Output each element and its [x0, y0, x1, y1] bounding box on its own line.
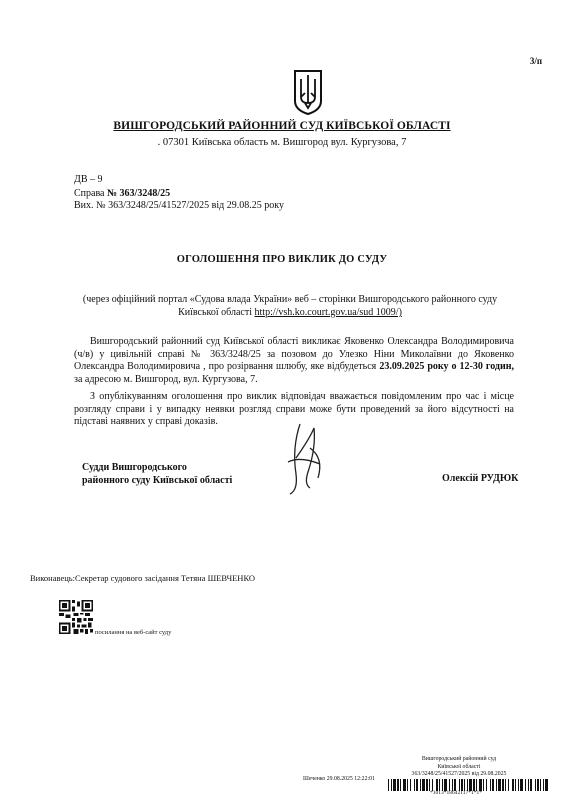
- executor-line: Виконавець:Секретар судового засідання Тетяна ШЕВЧЕНКО: [30, 573, 256, 583]
- case-label: Справа: [74, 188, 107, 199]
- court-address: . 07301 Київська область м. Вишгород вул. Кургузова, 7: [157, 137, 407, 148]
- judge-name: Олексій РУДЮК: [442, 473, 519, 484]
- judge-title-line2: районного суду Київської області: [82, 475, 233, 486]
- portal-note: [70, 293, 510, 319]
- signature-mark: [270, 418, 340, 498]
- stamp-formed: Шеченко 29.08.2025 12:22:01: [303, 776, 375, 782]
- page-mark: 3/п: [529, 56, 542, 66]
- notice-paragraph: З опублікуванням оголошення про виклик відповідач вважається повідомленим про час і місце розгляду справи і у випадку неявки розгляд справи може бути проведений за його відсутності на підставі наявних у справі доказів.: [74, 391, 514, 428]
- case-number: [74, 188, 170, 200]
- document-heading: ОГОЛОШЕННЯ ПРО ВИКЛИК ДО СУДУ: [176, 254, 388, 265]
- judge-title-line1: Судди Вишгородського: [82, 462, 187, 473]
- coat-of-arms-trident-icon: [293, 67, 323, 115]
- summons-tail: за адресою м. Вишгород, вул. Кургузова, 7.: [74, 373, 258, 385]
- stamp-line1: Вишгородський районний суд: [421, 756, 497, 762]
- registration-stamp: [393, 756, 525, 779]
- portal-url-link[interactable]: http://vsh.ko.court.gov.ua/sud 1009/): [254, 307, 402, 318]
- summons-paragraph: [74, 336, 514, 386]
- judge-title: [82, 461, 232, 487]
- hearing-datetime: 23.09.2025 року о 12-30 годин,: [379, 361, 514, 373]
- stamp-line2: Київської області: [437, 763, 481, 770]
- court-title: ВИШГОРОДСЬКИЙ РАЙОННИЙ СУД КИЇВСЬКОЇ ОБЛАСТІ: [113, 120, 451, 132]
- case-number-value: № 363/3248/25: [107, 188, 171, 199]
- stamp-line3: 363/3248/25/41527/2025 від 29.08.2025: [411, 771, 507, 777]
- summons-lead: Вишгородський районний суд Київської області викликає Яковенко Олександра Володимировича (ч/в) у цивільній справі № 363/3248/25 за позовом до Улезко Ніни Миколаївни до Яковенко Олександра Володимировича , про розірвання шлюбу, яке відбудеться: [74, 336, 514, 373]
- portal-text: (через офіційний портал «Судова влада України» веб – сторінки Вишгородського районного суду Київської області: [82, 294, 498, 318]
- qr-code-icon[interactable]: [59, 600, 93, 634]
- qr-caption: посилання на веб-сайт суду: [95, 629, 172, 636]
- outgoing-number: Вих. № 363/3248/25/41527/2025 від 29.08.25 року: [74, 200, 284, 211]
- document-code: ДВ – 9: [74, 174, 103, 185]
- barcode-text: *1013*18642117*1*1*: [430, 790, 483, 796]
